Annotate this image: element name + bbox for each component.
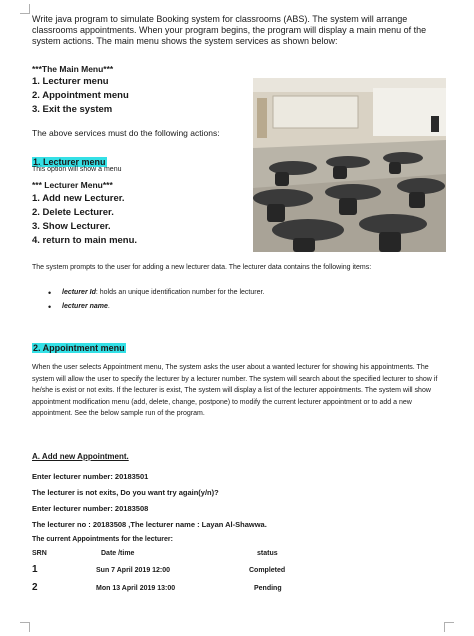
lecturer-menu-item-add: 1. Add new Lecturer.	[32, 193, 125, 204]
appointment-menu-heading	[32, 338, 126, 356]
table-row-1-date: Sun 7 April 2019 12:00	[96, 567, 171, 574]
lecturer-menu-item-show: 3. Show Lecturer.	[32, 221, 111, 232]
lecturer-fields-list	[48, 286, 264, 314]
table-row-2-status: Pending	[254, 585, 282, 592]
sample-run-line-4: The lecturer no : 20183508 ,The lecturer name : Layan Al-Shawwa.	[32, 520, 267, 529]
lecturer-data-prompt: The system prompts to the user for adding a new lecturer data. The lecturer data contains the following items:	[32, 264, 372, 271]
table-row-2-date: Mon 13 April 2019 13:00	[96, 585, 176, 592]
main-menu-item-lecturer: 1. Lecturer menu	[32, 76, 109, 87]
lecturer-menu-item-return: 4. return to main menu.	[32, 235, 138, 246]
appointment-menu-heading-text: 2. Appointment menu	[33, 343, 125, 353]
lecturer-field-id	[48, 286, 264, 300]
crop-mark-top-left	[20, 4, 30, 14]
add-appointment-heading: A. Add new Appointment.	[32, 452, 129, 461]
table-header-status: status	[257, 550, 278, 557]
sample-run-line-3: Enter lecturer number: 20183508	[32, 504, 149, 513]
table-header-date: Date /time	[101, 550, 135, 557]
lecturer-menu-note: This option will show a menu	[32, 166, 122, 173]
sample-run-line-5: The current Appointments for the lecturer:	[32, 536, 173, 543]
services-note: The above services must do the following actions:	[32, 128, 220, 138]
lecturer-menu-item-delete: 2. Delete Lecturer.	[32, 207, 114, 218]
table-row-2-srn: 2	[32, 582, 38, 593]
classroom-photo	[253, 78, 446, 252]
classroom-photo-drawing	[253, 78, 446, 252]
table-row-1-srn: 1	[32, 564, 38, 575]
lecturer-field-name-term: lecturer name	[62, 303, 108, 310]
crop-mark-bottom-right	[444, 622, 454, 632]
lecturer-field-id-desc: : holds an unique identification number for the lecturer.	[95, 289, 265, 296]
sample-run-line-1: Enter lecturer number: 20183501	[32, 472, 149, 481]
lecturer-menu-title: *** Lecturer Menu***	[32, 180, 113, 190]
crop-mark-bottom-left	[20, 622, 30, 632]
sample-run-line-2: The lecturer is not exits, Do you want try again(y/n)?	[32, 488, 219, 497]
main-menu-item-exit: 3. Exit the system	[32, 104, 113, 115]
main-menu-item-appointment: 2. Appointment menu	[32, 90, 129, 101]
main-menu-title: ***The Main Menu***	[32, 64, 114, 74]
lecturer-field-id-term: lecturer Id	[62, 289, 96, 296]
lecturer-field-name	[48, 300, 264, 314]
intro-paragraph: Write java program to simulate Booking system for classrooms (ABS). The system will arrange classrooms appointments. When your program begins, the program will display a main menu of the system actions. The main menu shows the system services as shown below:	[32, 14, 427, 46]
appointment-paragraph: When the user selects Appointment menu, The system asks the user about a wanted lecturer for showing his appointments. The system will allow the user to specify the lecturer by a lecturer number. The system will search about the specified lecturer to show if he/she is exist or not exits. If the lecturer is exist, The system will display a list of the lecturer appointments. The system will show appointment modification menu (add, delete, change, postpone) to modify the current lecturer appointment or to add a new appointment. See the below sample run of the program.	[32, 364, 438, 417]
table-header-srn: SRN	[32, 550, 47, 557]
lecturer-field-name-desc: .	[107, 303, 110, 310]
lecturer-menu-heading-text: 1. Lecturer menu	[33, 157, 106, 167]
table-row-1-status: Completed	[249, 567, 286, 574]
